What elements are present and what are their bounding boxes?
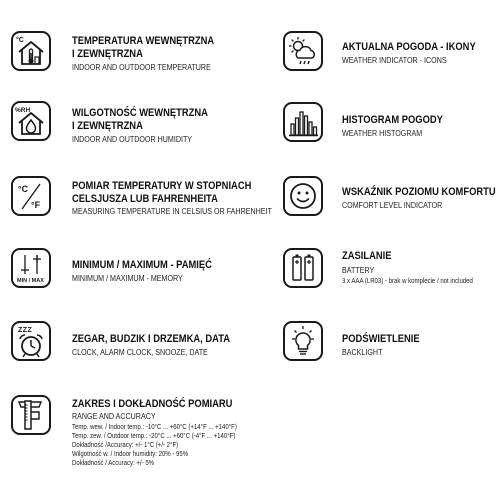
svg-text:°F: °F [31, 200, 41, 210]
units-title-line2: CELSJUSZA LUB FAHRENHEITA [72, 193, 218, 205]
svg-text:ZZZ: ZZZ [18, 327, 33, 334]
comfort-title: WSKAŹNIK POZIOMU KOMFORTU [342, 186, 496, 198]
histogram-title: HISTOGRAM POGODY [342, 114, 443, 126]
light-bulb-icon [283, 321, 323, 361]
range-spec-temp-accuracy: Dokładność /Accuracy: +/- 1°C (+/- 2°F) [72, 440, 179, 449]
humidity-title-line1: WILGOTNOŚĆ WEWNĘTRZNA [72, 107, 208, 119]
house-droplet-icon [11, 101, 51, 141]
temperature-subtitle: INDOOR AND OUTDOOR TEMPERATURE [72, 62, 211, 72]
weather-title: AKTUALNA POGODA - IKONY [342, 41, 476, 53]
units-title-line1: POMIAR TEMPERATURY W STOPNIACH [72, 180, 252, 192]
celsius-fahrenheit-icon [11, 176, 51, 216]
humidity-title-line2: I ZEWNĘTRZNA [72, 120, 143, 132]
caliper-icon [11, 395, 51, 435]
range-title: ZAKRES I DOKŁADNOŚĆ POMIARU [72, 398, 233, 410]
clock-title: ZEGAR, BUDZIK I DRZEMKA, DATA [72, 333, 230, 345]
weather-subtitle: WEATHER INDICATOR - ICONS [342, 55, 447, 65]
svg-text:%RH: %RH [15, 107, 31, 114]
temperature-title-line2: I ZEWNĘTRZNA [72, 48, 143, 60]
comfort-subtitle: COMFORT LEVEL INDICATOR [342, 200, 443, 210]
backlight-title: PODŚWIETLENIE [342, 333, 420, 345]
clock-subtitle: CLOCK, ALARM CLOCK, SNOOZE, DATE [72, 347, 208, 357]
batteries-icon [283, 248, 323, 288]
power-subtitle: BATTERY [342, 265, 375, 275]
range-spec-humidity-accuracy: Dokładność / Accuracy: +/- 5% [72, 458, 155, 467]
minmax-subtitle: MINIMUM / MAXIMUM - MEMORY [72, 273, 183, 283]
min-max-icon [11, 248, 51, 288]
svg-text:MIN / MAX: MIN / MAX [17, 278, 44, 284]
minmax-title: MINIMUM / MAXIMUM - PAMIĘĆ [72, 259, 212, 271]
svg-text:°C: °C [16, 37, 24, 44]
units-subtitle: MEASURING TEMPERATURE IN CELSIUS OR FAHRENHEIT [72, 206, 272, 216]
bar-histogram-icon [283, 102, 323, 142]
range-spec-outdoor-temp: Temp. zew. / Outdoor temp.: -20°C ... +60°C (-4°F ... +140°F) [72, 431, 236, 440]
power-title: ZASILANIE [342, 250, 392, 262]
range-spec-humidity: Wilgotność w. / Indoor humidity: 20% - 95% [72, 449, 189, 458]
power-detail: 3 x AAA (LR03) - brak w komplecie / not included [342, 276, 473, 285]
sun-cloud-rain-icon [283, 31, 323, 71]
backlight-subtitle: BACKLIGHT [342, 347, 383, 357]
svg-text:°C: °C [18, 184, 29, 194]
house-thermometer-icon [11, 31, 51, 71]
smiley-face-icon [283, 176, 323, 216]
range-spec-indoor-temp: Temp. wew. / Indoor temp.: -10°C ... +60°C (+14°F ... +140°F) [72, 422, 237, 431]
histogram-subtitle: WEATHER HISTOGRAM [342, 128, 423, 138]
temperature-title-line1: TEMPERATURA WEWNĘTRZNA [72, 35, 215, 47]
range-subtitle: RANGE AND ACCURACY [72, 411, 156, 421]
humidity-subtitle: INDOOR AND OUTDOOR HUMIDITY [72, 134, 193, 144]
alarm-clock-icon [11, 321, 51, 361]
